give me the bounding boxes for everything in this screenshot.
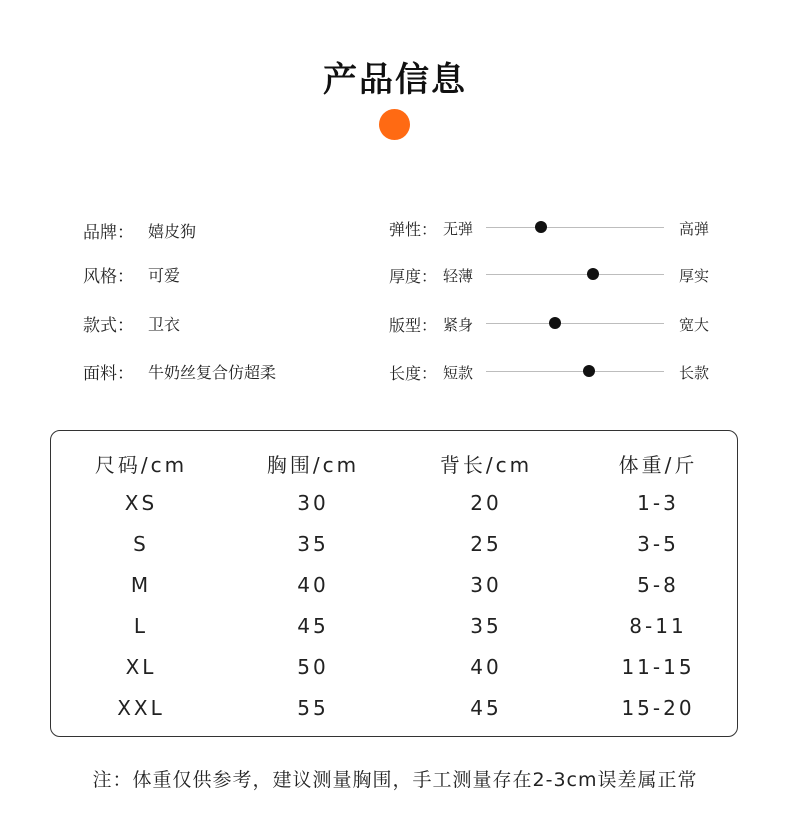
table-cell: XL [125,655,157,679]
attribute-style-label: 风格： [83,267,134,287]
scale-elasticity-track [486,227,664,228]
table-cell: 15-20 [621,696,695,720]
table-cell: 3-5 [637,532,679,556]
scale-elasticity-max: 高弹 [679,220,710,238]
table-header-size: 尺码/cm [94,453,188,477]
attribute-brand-label: 品牌： [83,223,134,243]
scale-elasticity-label: 弹性： [389,220,438,239]
table-cell: 35 [470,614,502,638]
table-cell: 30 [297,491,329,515]
table-cell: 35 [297,532,329,556]
attribute-type-label: 款式： [83,316,134,336]
table-cell: 40 [470,655,502,679]
table-cell: 50 [297,655,329,679]
table-header-weight: 体重/斤 [618,453,698,477]
scale-thickness-track [486,274,664,275]
scale-length-label: 长度： [389,364,438,383]
scale-fit-label: 版型： [389,316,438,335]
attribute-fabric-label: 面料： [83,364,134,384]
table-cell: 1-3 [637,491,679,515]
attribute-fabric-value: 牛奶丝复合仿超柔 [148,363,277,382]
scale-elasticity-knob [535,221,547,233]
scale-elasticity-min: 无弹 [443,220,474,238]
footnote: 注：体重仅供参考，建议测量胸围，手工测量存在2-3cm误差属正常 [92,769,698,791]
table-cell: 5-8 [637,573,679,597]
scale-fit-max: 宽大 [679,316,710,334]
table-cell: L [133,614,149,638]
table-cell: 45 [297,614,329,638]
page-title: 产品信息 [323,60,467,100]
table-cell: M [130,573,152,597]
table-cell: 45 [470,696,502,720]
scale-length-knob [583,365,595,377]
attribute-type-value: 卫衣 [148,315,181,334]
scale-thickness-label: 厚度： [389,267,438,286]
table-cell: S [133,532,149,556]
accent-dot [379,109,410,140]
table-header-chest: 胸围/cm [266,453,360,477]
table-cell: 11-15 [621,655,695,679]
scale-fit-knob [549,317,561,329]
scale-length-track [486,371,664,372]
attribute-brand-value: 嬉皮狗 [148,222,197,241]
scale-thickness-max: 厚实 [679,267,710,285]
scale-length-min: 短款 [443,364,474,382]
table-cell: XXL [117,696,165,720]
table-cell: 25 [470,532,502,556]
scale-thickness-min: 轻薄 [443,267,474,285]
attribute-style-value: 可爱 [148,266,181,285]
scale-fit-track [486,323,664,324]
table-header-back-length: 背长/cm [439,453,533,477]
size-table [50,430,738,737]
table-cell: 40 [297,573,329,597]
table-cell: 30 [470,573,502,597]
table-cell: 20 [470,491,502,515]
table-cell: 8-11 [629,614,687,638]
table-cell: 55 [297,696,329,720]
table-cell: XS [124,491,158,515]
scale-thickness-knob [587,268,599,280]
scale-length-max: 长款 [679,364,710,382]
scale-fit-min: 紧身 [443,316,474,334]
